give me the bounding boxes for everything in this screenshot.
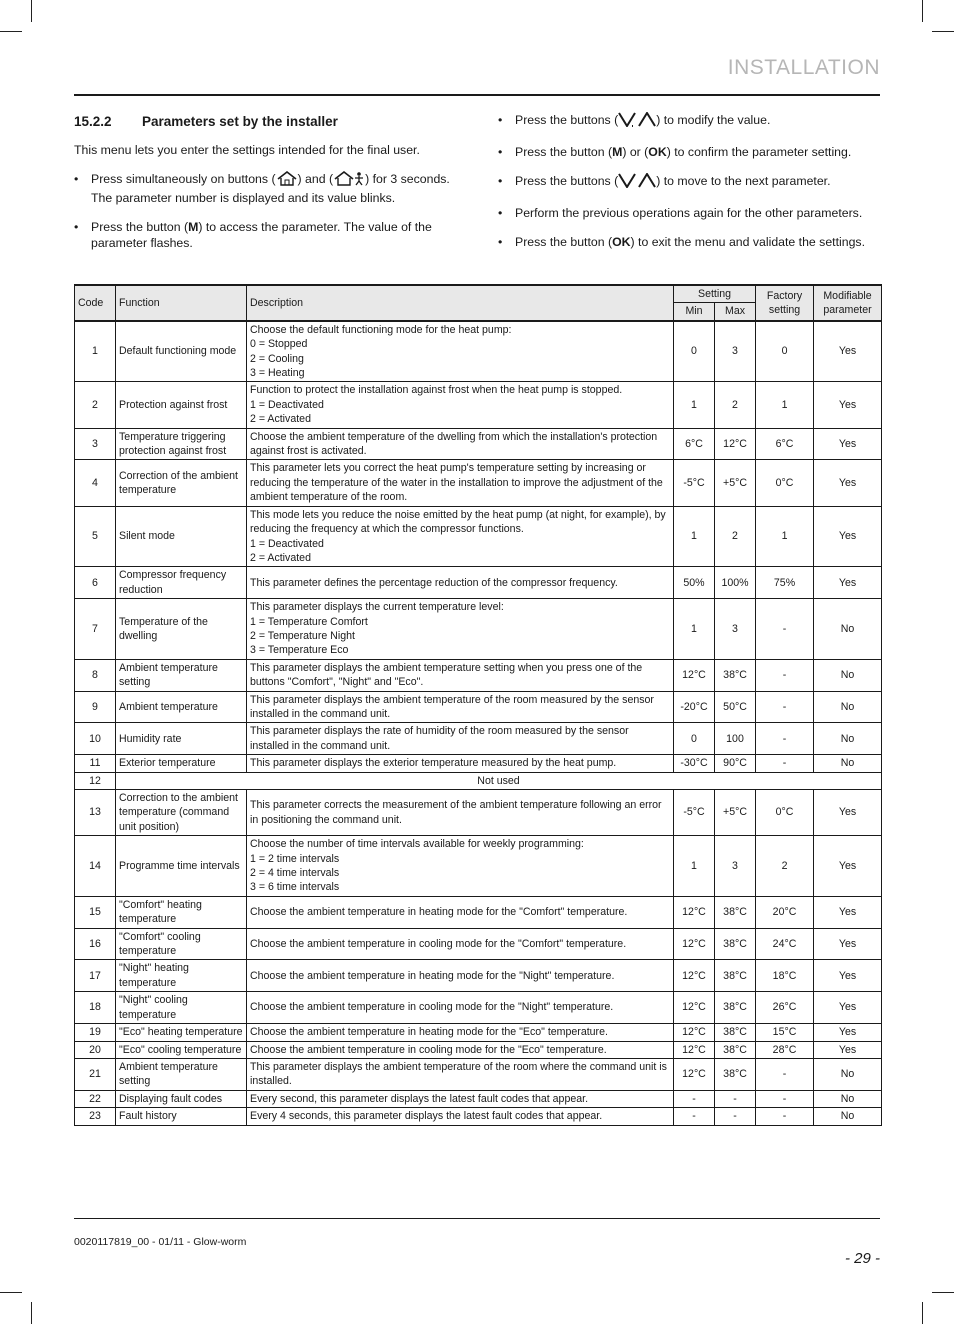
header-max: Max [715,303,756,321]
bullet-item: • Perform the previous operations again for the other parameters. [498,205,883,221]
cell-min: 12°C [674,1024,715,1041]
cell-code: 4 [75,460,116,506]
cell-code: 17 [75,960,116,992]
table-row [75,723,882,755]
cell-function: Correction to the ambient temperature (command unit position) [116,790,247,836]
table-row [75,321,882,382]
cell-modifiable: No [814,599,882,660]
cell-min: 50% [674,567,715,599]
cell-factory: 75% [756,567,814,599]
crop-mark [932,31,954,32]
cell-code: 7 [75,599,116,660]
cell-min: - [674,1108,715,1125]
cell-description: This parameter displays the ambient temperature of the room measured by the sensor installed in the command unit. [247,691,674,723]
cell-modifiable: Yes [814,460,882,506]
table-row [75,1024,882,1041]
cell-max: 3 [715,836,756,897]
table-row [75,960,882,992]
table-row [75,772,882,789]
cell-factory: 1 [756,506,814,567]
cell-factory: 1 [756,382,814,428]
right-column [498,112,883,263]
cell-max: 100% [715,567,756,599]
cell-code: 18 [75,992,116,1024]
table-row [75,992,882,1024]
cell-factory: - [756,1090,814,1107]
section-intro: This menu lets you enter the settings intended for the final user. [74,143,420,157]
cell-max: 38°C [715,960,756,992]
cell-max: 38°C [715,1024,756,1041]
cell-description: This parameter defines the percentage reduction of the compressor frequency. [247,567,674,599]
cell-function: "Eco" cooling temperature [116,1041,247,1058]
cell-description: This parameter displays the exterior temperature measured by the heat pump. [247,755,674,772]
crop-mark [0,31,22,32]
cell-modifiable: No [814,691,882,723]
cell-function: "Night" heating temperature [116,960,247,992]
footer-divider [74,1218,880,1219]
table-row [75,567,882,599]
bullet-item: • Press the buttons ( ) to modify the value. [498,112,883,131]
cell-function: Ambient temperature [116,691,247,723]
table-row [75,382,882,428]
cell-description: Choose the ambient temperature in cooling mode for the "Comfort" temperature. [247,928,674,960]
cell-function: Exterior temperature [116,755,247,772]
cell-modifiable: Yes [814,1024,882,1041]
home-person-icon [333,171,365,190]
left-bullet-list [74,171,464,251]
table-row [75,659,882,691]
bullet-item: • Press the buttons ( ) to move to the next parameter. [498,173,883,192]
cell-modifiable: Yes [814,321,882,382]
cell-function: Silent mode [116,506,247,567]
cell-modifiable: Yes [814,567,882,599]
table-row [75,755,882,772]
cell-max: 38°C [715,1058,756,1090]
cell-modifiable: Yes [814,428,882,460]
cell-factory: - [756,691,814,723]
cell-factory: - [756,723,814,755]
cell-max: 38°C [715,659,756,691]
cell-function: Correction of the ambient temperature [116,460,247,506]
cell-modifiable: No [814,755,882,772]
cell-factory: 24°C [756,928,814,960]
right-bullet-list [498,112,883,250]
cell-description: Choose the ambient temperature in cooling mode for the "Night" temperature. [247,992,674,1024]
table-row [75,1108,882,1125]
cell-code: 9 [75,691,116,723]
section-title: Parameters set by the installer [142,114,338,129]
cell-max: 38°C [715,896,756,928]
cell-modifiable: Yes [814,928,882,960]
cell-code: 2 [75,382,116,428]
cell-modifiable: Yes [814,1041,882,1058]
down-up-arrows-icon [618,173,656,192]
cell-factory: 0°C [756,790,814,836]
cell-code: 23 [75,1108,116,1125]
cell-description: Function to protect the installation against frost when the heat pump is stopped. 1 = Deactivated 2 = Activated [247,382,674,428]
header-divider [74,94,880,96]
cell-code: 8 [75,659,116,691]
cell-max: - [715,1090,756,1107]
cell-function: Displaying fault codes [116,1090,247,1107]
parameters-table [74,284,882,1126]
cell-description: Choose the ambient temperature in heating mode for the "Eco" temperature. [247,1024,674,1041]
cell-min: 12°C [674,960,715,992]
table-body [75,321,882,1125]
cell-max: +5°C [715,460,756,506]
cell-modifiable: Yes [814,960,882,992]
table-row [75,599,882,660]
cell-max: 12°C [715,428,756,460]
cell-modifiable: Yes [814,896,882,928]
page-number: - 29 - [844,1250,880,1267]
cell-min: 12°C [674,992,715,1024]
cell-modifiable: No [814,1108,882,1125]
cell-max: - [715,1108,756,1125]
table-row [75,836,882,897]
header-min: Min [674,303,715,321]
table-row [75,790,882,836]
section-heading [74,114,464,130]
bullet-item: • Press the button (M) to access the parameter. The value of the parameter flashes. [74,219,464,251]
down-up-arrows-icon [618,112,656,131]
cell-max: 100 [715,723,756,755]
cell-code: 15 [75,896,116,928]
cell-function: Compressor frequency reduction [116,567,247,599]
cell-min: 0 [674,321,715,382]
table-row [75,691,882,723]
cell-modifiable: No [814,1058,882,1090]
cell-code: 11 [75,755,116,772]
cell-min: 12°C [674,896,715,928]
cell-description: This parameter displays the current temperature level: 1 = Temperature Comfort 2 = Temperature Night 3 = Temperature Eco [247,599,674,660]
cell-function: Fault history [116,1108,247,1125]
cell-min: -5°C [674,460,715,506]
header-description: Description [247,285,674,321]
cell-max: 90°C [715,755,756,772]
cell-code: 10 [75,723,116,755]
header-modifiable: Modifiable parameter [814,285,882,321]
bullet-item: • Press simultaneously on buttons ( ) and ( ) for 3 seconds. The parameter number is displayed and its value blinks. [74,171,464,206]
cell-description: Every 4 seconds, this parameter displays the latest fault codes that appear. [247,1108,674,1125]
cell-min: 1 [674,836,715,897]
cell-max: 2 [715,506,756,567]
cell-modifiable: No [814,659,882,691]
cell-factory: 2 [756,836,814,897]
page-header-title: INSTALLATION [727,56,880,79]
cell-function: "Eco" heating temperature [116,1024,247,1041]
cell-min: 0 [674,723,715,755]
cell-function: Temperature triggering protection against frost [116,428,247,460]
table-row [75,506,882,567]
cell-description: This parameter lets you correct the heat pump's temperature setting by increasing or reducing the temperature of the water in the installation to improve the adjustment of the ambient temperature of the room. [247,460,674,506]
cell-factory: - [756,659,814,691]
crop-mark [31,1302,32,1324]
header-factory-setting: Factory setting [756,285,814,321]
crop-mark [932,1292,954,1293]
table-row [75,1090,882,1107]
cell-description: This parameter corrects the measurement of the ambient temperature following an error in positioning the command unit. [247,790,674,836]
header-code: Code [75,285,116,321]
table-row [75,428,882,460]
cell-description: This mode lets you reduce the noise emitted by the heat pump (at night, for example), by reducing the frequency at which the compressor functions. 1 = Deactivated 2 = Activated [247,506,674,567]
cell-modifiable: Yes [814,992,882,1024]
cell-min: 6°C [674,428,715,460]
cell-function: Humidity rate [116,723,247,755]
cell-modifiable: Yes [814,382,882,428]
cell-max: 38°C [715,992,756,1024]
cell-description: Every second, this parameter displays the latest fault codes that appear. [247,1090,674,1107]
cell-modifiable: No [814,1090,882,1107]
cell-code: 22 [75,1090,116,1107]
cell-max: 50°C [715,691,756,723]
left-column [74,112,464,264]
cell-factory: - [756,755,814,772]
cell-max: +5°C [715,790,756,836]
cell-modifiable: No [814,723,882,755]
cell-code: 3 [75,428,116,460]
cell-description: Choose the number of time intervals available for weekly programming: 1 = 2 time intervals 2 = 4 time intervals 3 = 6 time intervals [247,836,674,897]
cell-description: This parameter displays the rate of humidity of the room measured by the sensor installed in the command unit. [247,723,674,755]
table-row [75,896,882,928]
cell-factory: 18°C [756,960,814,992]
cell-factory: 6°C [756,428,814,460]
section-number: 15.2.2 [74,114,112,129]
cell-factory: 0°C [756,460,814,506]
cell-factory: 15°C [756,1024,814,1041]
cell-min: 1 [674,599,715,660]
cell-description: Choose the ambient temperature in cooling mode for the "Eco" temperature. [247,1041,674,1058]
cell-function: Ambient temperature setting [116,1058,247,1090]
cell-min: 1 [674,382,715,428]
cell-not-used: Not used [116,772,882,789]
table-row [75,928,882,960]
cell-code: 14 [75,836,116,897]
cell-description: This parameter displays the ambient temperature setting when you press one of the buttons "Comfort", "Night" and "Eco". [247,659,674,691]
cell-description: Choose the ambient temperature in heating mode for the "Comfort" temperature. [247,896,674,928]
cell-min: 12°C [674,659,715,691]
cell-function: Default functioning mode [116,321,247,382]
cell-factory: 26°C [756,992,814,1024]
cell-function: "Night" cooling temperature [116,992,247,1024]
cell-code: 21 [75,1058,116,1090]
cell-function: Programme time intervals [116,836,247,897]
cell-code: 12 [75,772,116,789]
cell-description: Choose the ambient temperature of the dwelling from which the installation's protection against frost is activated. [247,428,674,460]
cell-function: Protection against frost [116,382,247,428]
cell-min: 12°C [674,928,715,960]
cell-description: This parameter displays the ambient temperature of the room where the command unit is installed. [247,1058,674,1090]
cell-min: 1 [674,506,715,567]
cell-code: 1 [75,321,116,382]
home-icon [276,171,298,190]
crop-mark [922,0,923,22]
cell-code: 16 [75,928,116,960]
cell-code: 19 [75,1024,116,1041]
crop-mark [0,1292,22,1293]
cell-modifiable: Yes [814,506,882,567]
cell-description: Choose the default functioning mode for the heat pump: 0 = Stopped 2 = Cooling 3 = Heating [247,321,674,382]
bullet-item: • Press the button (M) or (OK) to confirm the parameter setting. [498,144,883,160]
cell-code: 5 [75,506,116,567]
cell-factory: - [756,1058,814,1090]
document-reference: 0020117819_00 - 01/11 - Glow-worm [74,1236,247,1248]
cell-code: 6 [75,567,116,599]
cell-factory: 28°C [756,1041,814,1058]
cell-code: 20 [75,1041,116,1058]
cell-min: -5°C [674,790,715,836]
crop-mark [922,1302,923,1324]
cell-min: - [674,1090,715,1107]
cell-factory: - [756,1108,814,1125]
cell-code: 13 [75,790,116,836]
header-setting: Setting [674,285,756,303]
cell-function: Ambient temperature setting [116,659,247,691]
cell-factory: 0 [756,321,814,382]
cell-function: "Comfort" cooling temperature [116,928,247,960]
cell-max: 2 [715,382,756,428]
cell-min: 12°C [674,1041,715,1058]
bullet-item: • Press the button (OK) to exit the menu and validate the settings. [498,234,883,250]
cell-max: 38°C [715,1041,756,1058]
cell-max: 3 [715,599,756,660]
cell-description: Choose the ambient temperature in heating mode for the "Night" temperature. [247,960,674,992]
cell-max: 38°C [715,928,756,960]
cell-min: -30°C [674,755,715,772]
cell-factory: 20°C [756,896,814,928]
cell-modifiable: Yes [814,790,882,836]
table-row [75,1041,882,1058]
cell-factory: - [756,599,814,660]
crop-mark [31,0,32,22]
cell-function: "Comfort" heating temperature [116,896,247,928]
cell-min: -20°C [674,691,715,723]
table-row [75,460,882,506]
cell-min: 12°C [674,1058,715,1090]
cell-function: Temperature of the dwelling [116,599,247,660]
header-function: Function [116,285,247,321]
cell-max: 3 [715,321,756,382]
table-row [75,1058,882,1090]
cell-modifiable: Yes [814,836,882,897]
